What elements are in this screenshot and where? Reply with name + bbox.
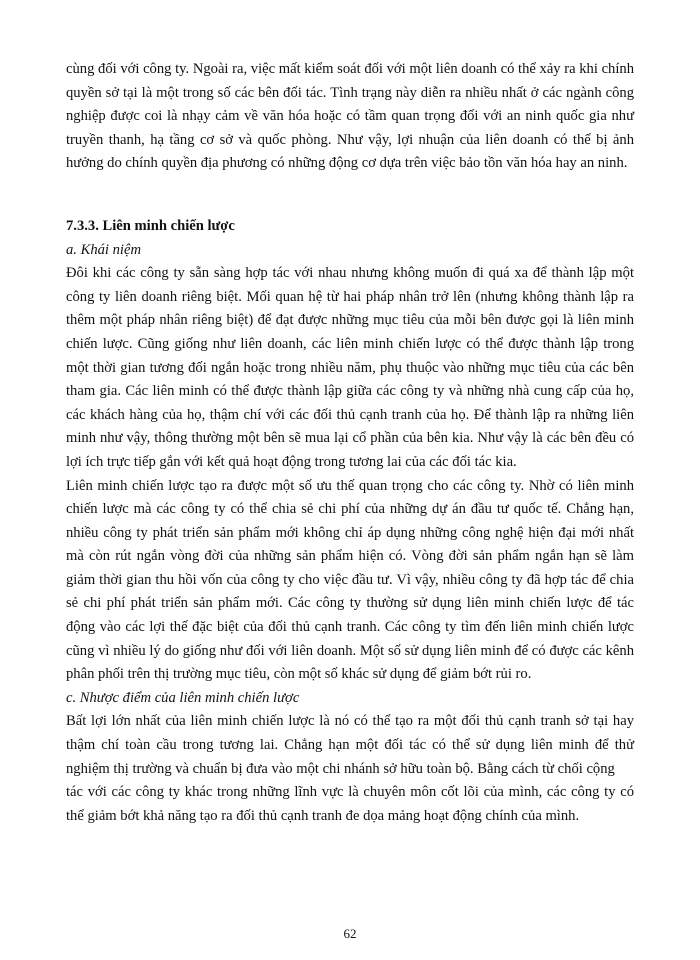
- subheading-disadvantages: c. Nhược điểm của liên minh chiến lược: [66, 689, 300, 706]
- paragraph-concept: Đôi khi các công ty sẵn sàng hợp tác với nhau nhưng không muốn đi quá xa để thành lập một công ty liên doanh riêng biệt. Mối quan hệ từ hai pháp nhân trở lên (nhưng không thành lập ra thêm một pháp nhân riêng biệt) để đạt được những mục tiêu của mỗi bên được gọi là liên minh chiến lược. Cũng giống như liên doanh, các liên minh chiến lược có thể được thành lập trong một thời gian tương đối ngắn hoặc trong nhiều năm, phụ thuộc vào những mục tiêu của các bên tham gia. Các liên minh có thể được thành lập giữa các công ty và những nhà cung cấp của họ, các khách hàng của họ, thậm chí với các đối thủ cạnh tranh của họ. Để thành lập ra những liên minh như vậy, thông thường một bên sẽ mua lại cổ phần của bên kia. Như vậy là các bên đều có lợi ích trực tiếp gắn với kết quả hoạt động trong tương lai của các đối tác kia.: [66, 265, 634, 470]
- paragraph-disadvantages-1: Bất lợi lớn nhất của liên minh chiến lược là nó có thể tạo ra một đối thủ cạnh tranh sở tại hay thậm chí toàn cầu trong tương lai. Chẳng hạn một đối tác có thể sử dụng liên minh để thử nghiệm thị trường và chuẩn bị đưa vào một chi nhánh sở hữu toàn bộ. Bằng cách từ chối cộng: [66, 713, 634, 777]
- section-heading: 7.3.3. Liên minh chiến lược: [66, 217, 235, 234]
- page-number: 62: [343, 926, 357, 941]
- subheading-concept: a. Khái niệm: [66, 241, 141, 258]
- paragraph-advantages: Liên minh chiến lược tạo ra được một số ưu thế quan trọng cho các công ty. Nhờ có liên minh chiến lược mà các công ty có thể chia sẻ chi phí của những dự án đầu tư quốc tế. Chẳng hạn, nhiều công ty phát triển sản phẩm mới không chỉ áp dụng những công nghệ hiện đại mới nhất mà còn rút ngắn vòng đời của những sản phẩm hiện có. Vòng đời sản phẩm ngắn hạn sẽ làm giảm thời gian thu hồi vốn của công ty cho việc đầu tư. Vì vậy, nhiều công ty đã hợp tác để chia sẻ chi phí phát triển sản phẩm mới. Các công ty thường sử dụng liên minh chiến lược để tác động vào các lợi thế đặc biệt của đối thủ cạnh tranh. Các công ty tìm đến liên minh chiến lược cũng vì nhiều lý do giống như đối với liên doanh. Một số sử dụng liên minh để có được các kênh phân phối trên thị trường mục tiêu, còn một số khác sử dụng để giảm bớt rủi ro.: [66, 477, 634, 683]
- section-gap: [66, 176, 634, 215]
- paragraph-disadvantages-2: tác với các công ty khác trong những lĩnh vực là chuyên môn cốt lõi của mình, các công ty có thể giảm bớt khả năng tạo ra đối thủ cạnh tranh đe dọa mảng hoạt động chính của mình.: [66, 784, 634, 824]
- intro-paragraph: cùng đối với công ty. Ngoài ra, việc mất kiểm soát đối với một liên doanh có thể xảy ra khi chính quyền sở tại là một trong số các bên đối tác. Tình trạng này diễn ra nhiều nhất ở các ngành công nghiệp được coi là nhạy cảm về văn hóa hoặc có tầm quan trọng đối với an ninh quốc gia như truyền thanh, hạ tầng cơ sở và quốc phòng. Như vậy, lợi nhuận của liên doanh có thể bị ảnh hưởng do chính quyền địa phương có những động cơ dựa trên việc bảo tồn văn hóa hay an ninh.: [66, 61, 634, 172]
- document-page: [66, 58, 634, 828]
